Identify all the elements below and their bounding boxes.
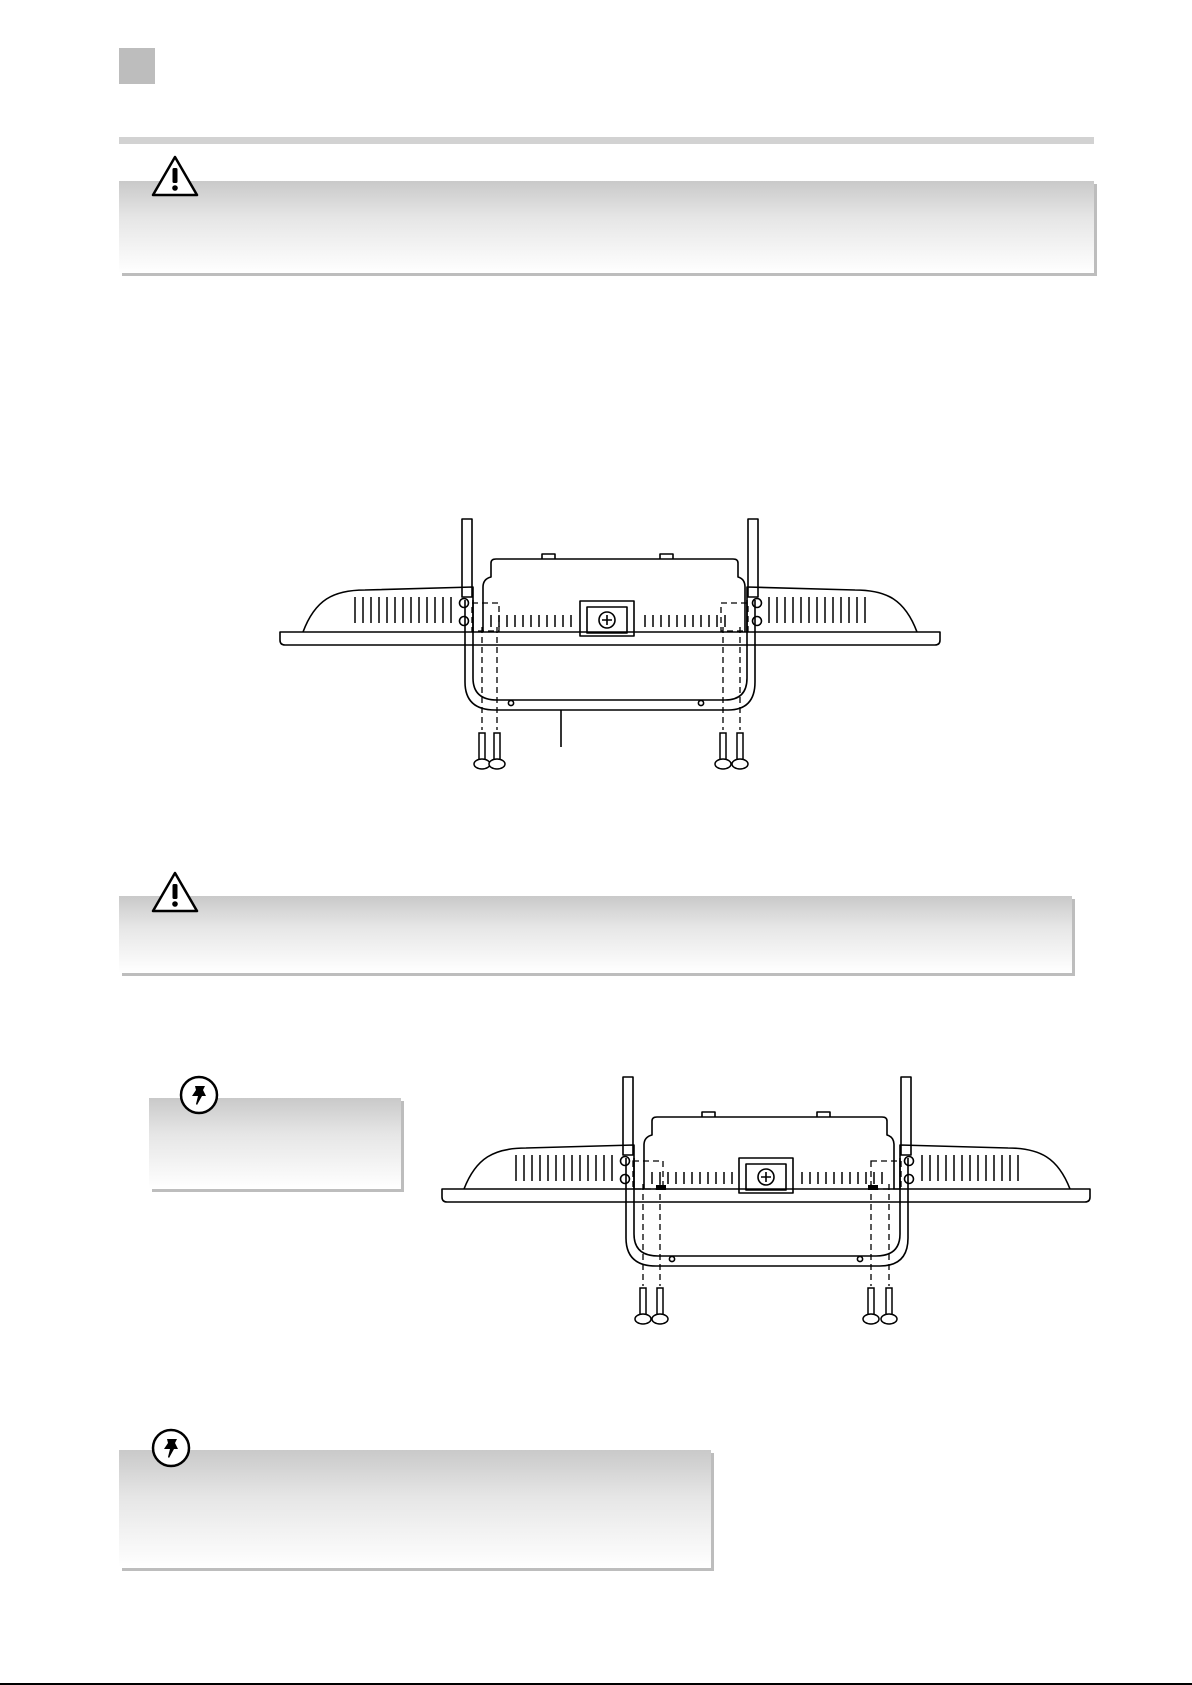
stand-assembly-figure-2 <box>442 1074 1092 1326</box>
stand-assembly-figure-1 <box>275 515 945 775</box>
warning-triangle-icon <box>150 870 200 914</box>
caution-box-1 <box>119 181 1094 273</box>
section-marker-square <box>119 48 155 84</box>
note-box-2 <box>119 1450 711 1568</box>
warning-triangle-icon <box>150 154 200 198</box>
pushpin-icon <box>178 1074 220 1116</box>
pushpin-icon <box>150 1427 192 1469</box>
header-rule <box>119 137 1094 144</box>
caution-box-2 <box>119 896 1072 973</box>
